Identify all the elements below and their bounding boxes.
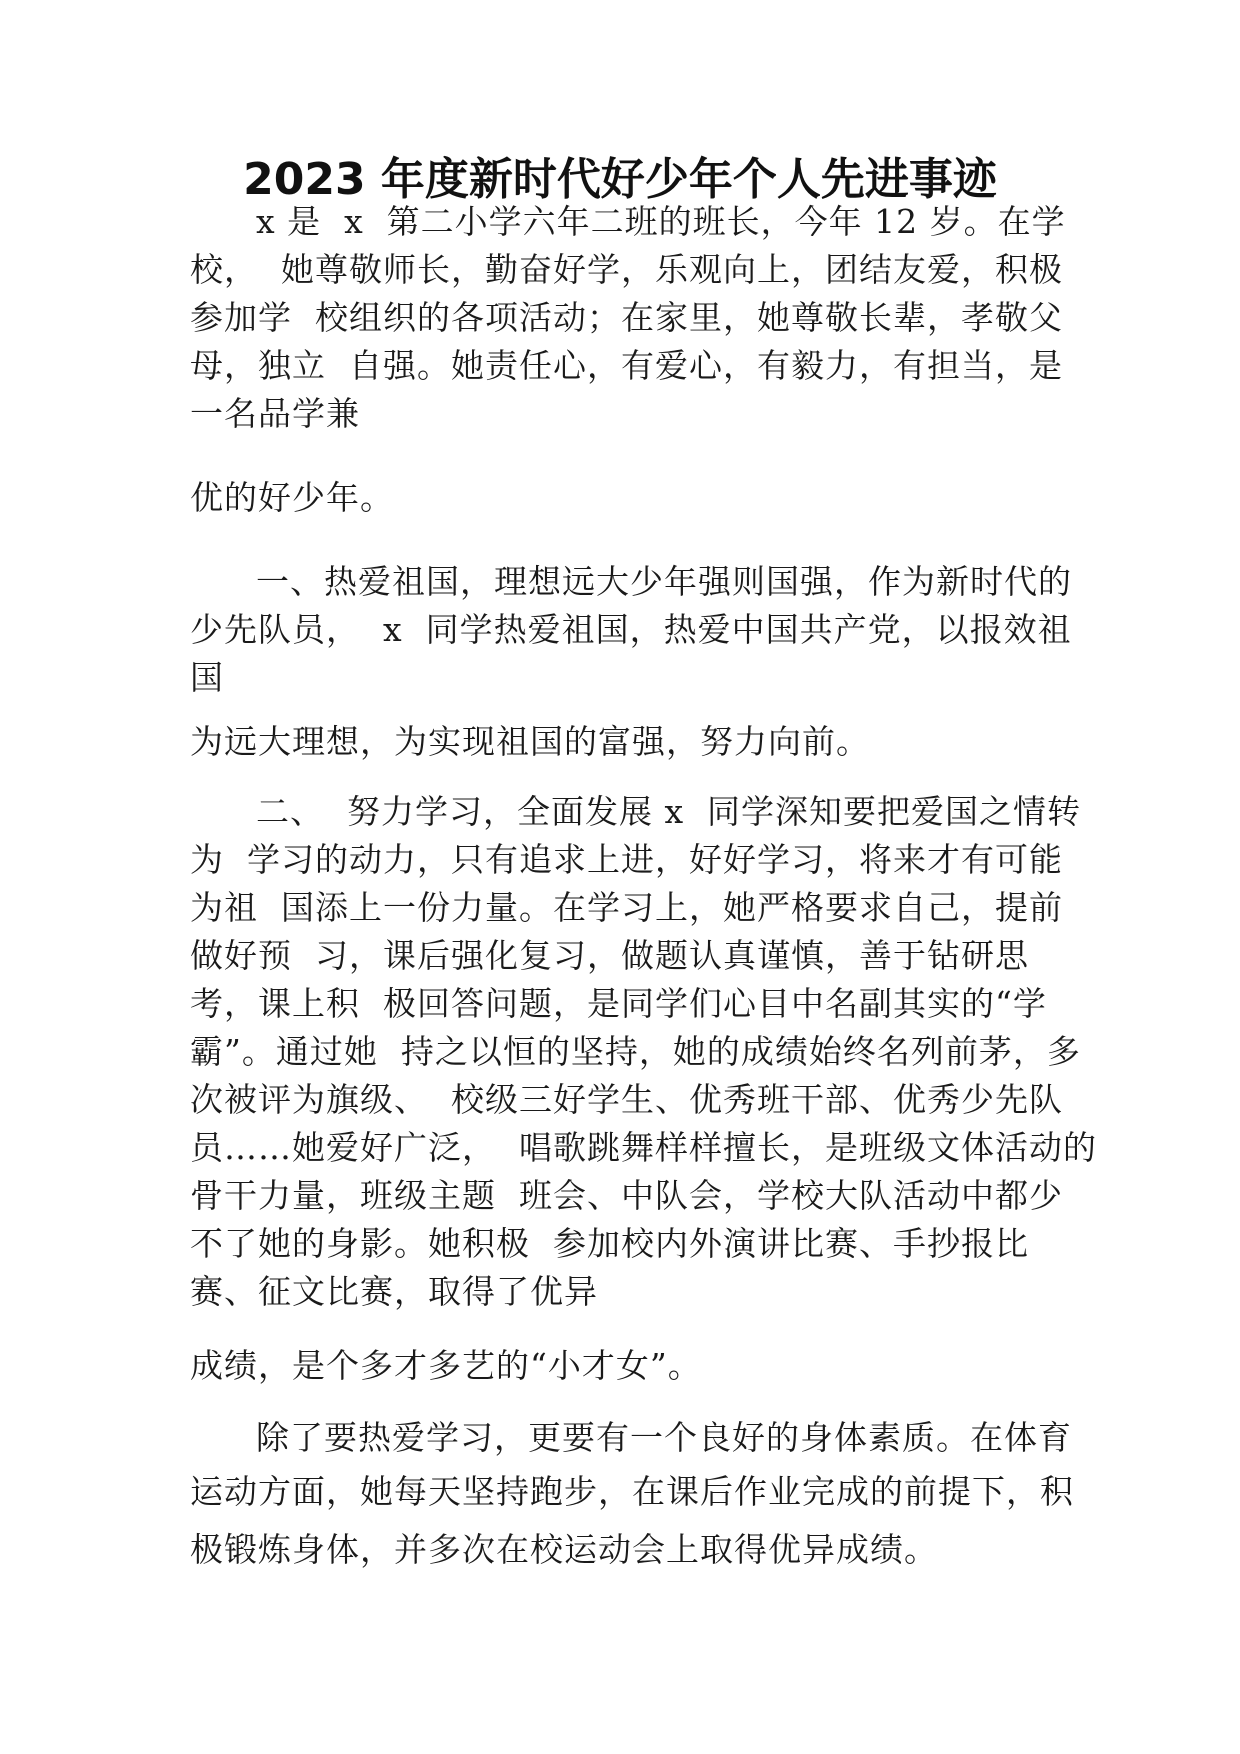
paragraph-line: 校， 她尊敬师长，勤奋好学，乐观向上，团结友爱，积极 xyxy=(190,250,1063,289)
paragraph-line: 为 学习的动力，只有追求上进，好好学习，将来才有可能 xyxy=(190,840,1063,879)
document-title: 2023 年度新时代好少年个人先进事迹 xyxy=(243,154,997,205)
paragraph-line: 除了要热爱学习，更要有一个良好的身体素质。在体育 xyxy=(256,1418,1072,1457)
paragraph-line: 次被评为旗级、 校级三好学生、优秀班干部、优秀少先队 xyxy=(190,1080,1063,1119)
paragraph-line: x 是 x 第二小学六年二班的班长，今年 12 岁。在学 xyxy=(256,202,1066,241)
paragraph-line: 赛、征文比赛，取得了优异 xyxy=(190,1272,598,1311)
paragraph-line: 少先队员， x 同学热爱祖国，热爱中国共产党，以报效祖 xyxy=(190,610,1072,649)
paragraph-line: 成绩，是个多才多艺的“小才女”。 xyxy=(190,1346,702,1385)
paragraph-line: 母，独立 自强。她责任心，有爱心，有毅力，有担当，是 xyxy=(190,346,1063,385)
paragraph-line: 为祖 国添上一份力量。在学习上，她严格要求自己，提前 xyxy=(190,888,1063,927)
paragraph-line: 员……她爱好广泛， 唱歌跳舞样样擅长，是班级文体活动的 xyxy=(190,1128,1097,1167)
paragraph-line: 为远大理想，为实现祖国的富强，努力向前。 xyxy=(190,722,870,761)
paragraph-line: 霸”。通过她 持之以恒的坚持，她的成绩始终名列前茅，多 xyxy=(190,1032,1081,1071)
paragraph-line: 考，课上积 极回答问题，是同学们心目中名副其实的“学 xyxy=(190,984,1047,1023)
paragraph-line: 做好预 习，课后强化复习，做题认真谨慎，善于钻研思 xyxy=(190,936,1029,975)
paragraph-line: 不了她的身影。她积极 参加校内外演讲比赛、手抄报比 xyxy=(190,1224,1029,1263)
paragraph-line: 骨干力量，班级主题 班会、中队会，学校大队活动中都少 xyxy=(190,1176,1063,1215)
paragraph-line: 参加学 校组织的各项活动；在家里，她尊敬长辈，孝敬父 xyxy=(190,298,1063,337)
paragraph-line: 极锻炼身体，并多次在校运动会上取得优异成绩。 xyxy=(190,1530,938,1569)
paragraph-line: 二、 努力学习，全面发展 x 同学深知要把爱国之情转 xyxy=(256,792,1082,831)
paragraph-line: 国 xyxy=(190,658,224,697)
paragraph-line: 运动方面，她每天坚持跑步，在课后作业完成的前提下，积 xyxy=(190,1472,1074,1511)
paragraph-line: 优的好少年。 xyxy=(190,478,394,517)
paragraph-line: 一名品学兼 xyxy=(190,394,360,433)
paragraph-line: 一、热爱祖国，理想远大少年强则国强，作为新时代的 xyxy=(256,562,1072,601)
